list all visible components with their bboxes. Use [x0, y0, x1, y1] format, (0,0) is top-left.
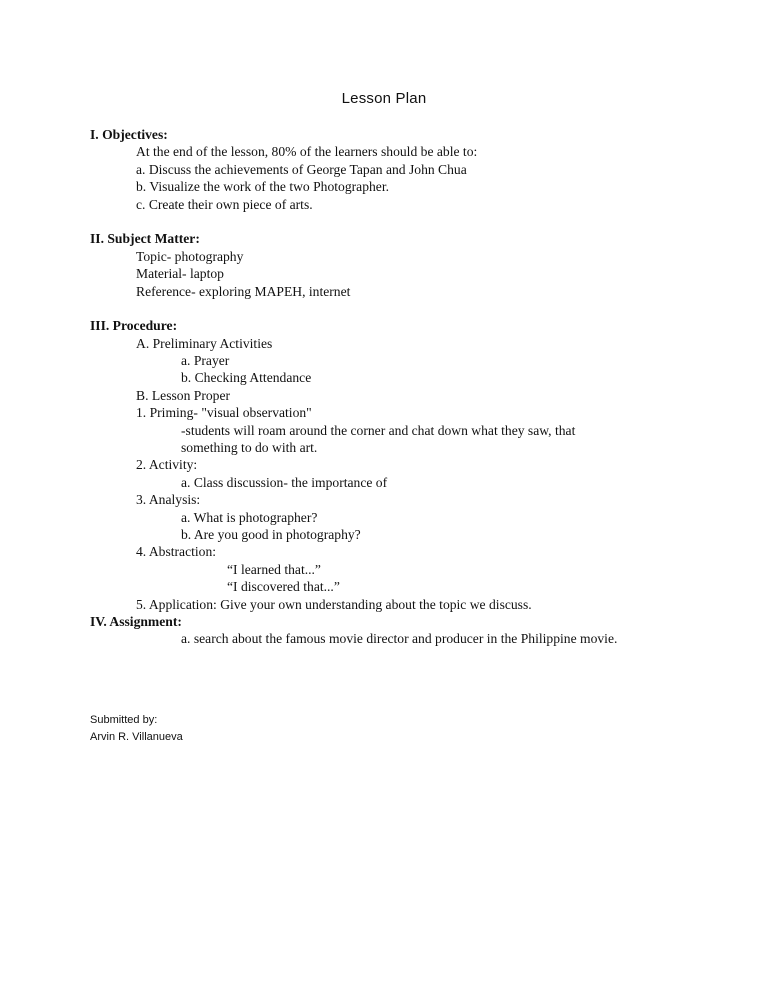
procedure-activity: 2. Activity:: [136, 457, 198, 473]
objective-item: b. Visualize the work of the two Photographer.: [136, 179, 390, 195]
submitter-name: Arvin R. Villanueva: [90, 731, 183, 743]
objectives-heading: I. Objectives:: [90, 127, 168, 142]
procedure-priming-description: something to do with art.: [181, 440, 318, 456]
assignment-heading: IV. Assignment:: [90, 613, 182, 629]
procedure-heading: III. Procedure:: [90, 318, 178, 334]
subject-material: Material- laptop: [136, 266, 224, 282]
procedure-activity-item: a. Class discussion- the importance of: [181, 474, 388, 490]
document-title: Lesson Plan: [341, 90, 427, 107]
procedure-priming: 1. Priming- "visual observation": [136, 405, 312, 421]
objective-item: a. Discuss the achievements of George Tapan and John Chua: [136, 161, 467, 177]
procedure-analysis: 3. Analysis:: [136, 492, 201, 508]
procedure-abstraction: 4. Abstraction:: [136, 544, 217, 560]
objectives-intro: At the end of the lesson, 80% of the learners should be able to:: [136, 144, 478, 160]
procedure-application: 5. Application: Give your own understanding about the topic we discuss.: [136, 596, 532, 612]
procedure-priming-description: -students will roam around the corner and chat down what they saw, that: [181, 422, 576, 438]
procedure-abstraction-quote: “I learned that...”: [227, 561, 321, 577]
subject-topic: Topic- photography: [136, 248, 244, 264]
subject-reference: Reference- exploring MAPEH, internet: [136, 283, 351, 299]
procedure-lesson-proper: B. Lesson Proper: [136, 387, 231, 403]
section-spacer: [90, 213, 730, 230]
procedure-prayer: a. Prayer: [181, 353, 230, 369]
objective-item: c. Create their own piece of arts.: [136, 196, 313, 212]
assignment-item: a. search about the famous movie director and producer in the Philippine movie.: [181, 631, 618, 647]
procedure-attendance: b. Checking Attendance: [181, 370, 312, 386]
procedure-preliminary: A. Preliminary Activities: [136, 335, 273, 351]
subject-matter-heading: II. Subject Matter:: [90, 231, 200, 247]
submitted-by-label: Submitted by:: [90, 714, 158, 726]
lesson-plan-body: [90, 126, 730, 648]
submission-block: [90, 712, 183, 746]
procedure-analysis-item: b. Are you good in photography?: [181, 526, 361, 542]
section-spacer: [90, 300, 730, 317]
procedure-analysis-item: a. What is photographer?: [181, 509, 318, 525]
procedure-abstraction-quote: “I discovered that...”: [227, 579, 340, 595]
